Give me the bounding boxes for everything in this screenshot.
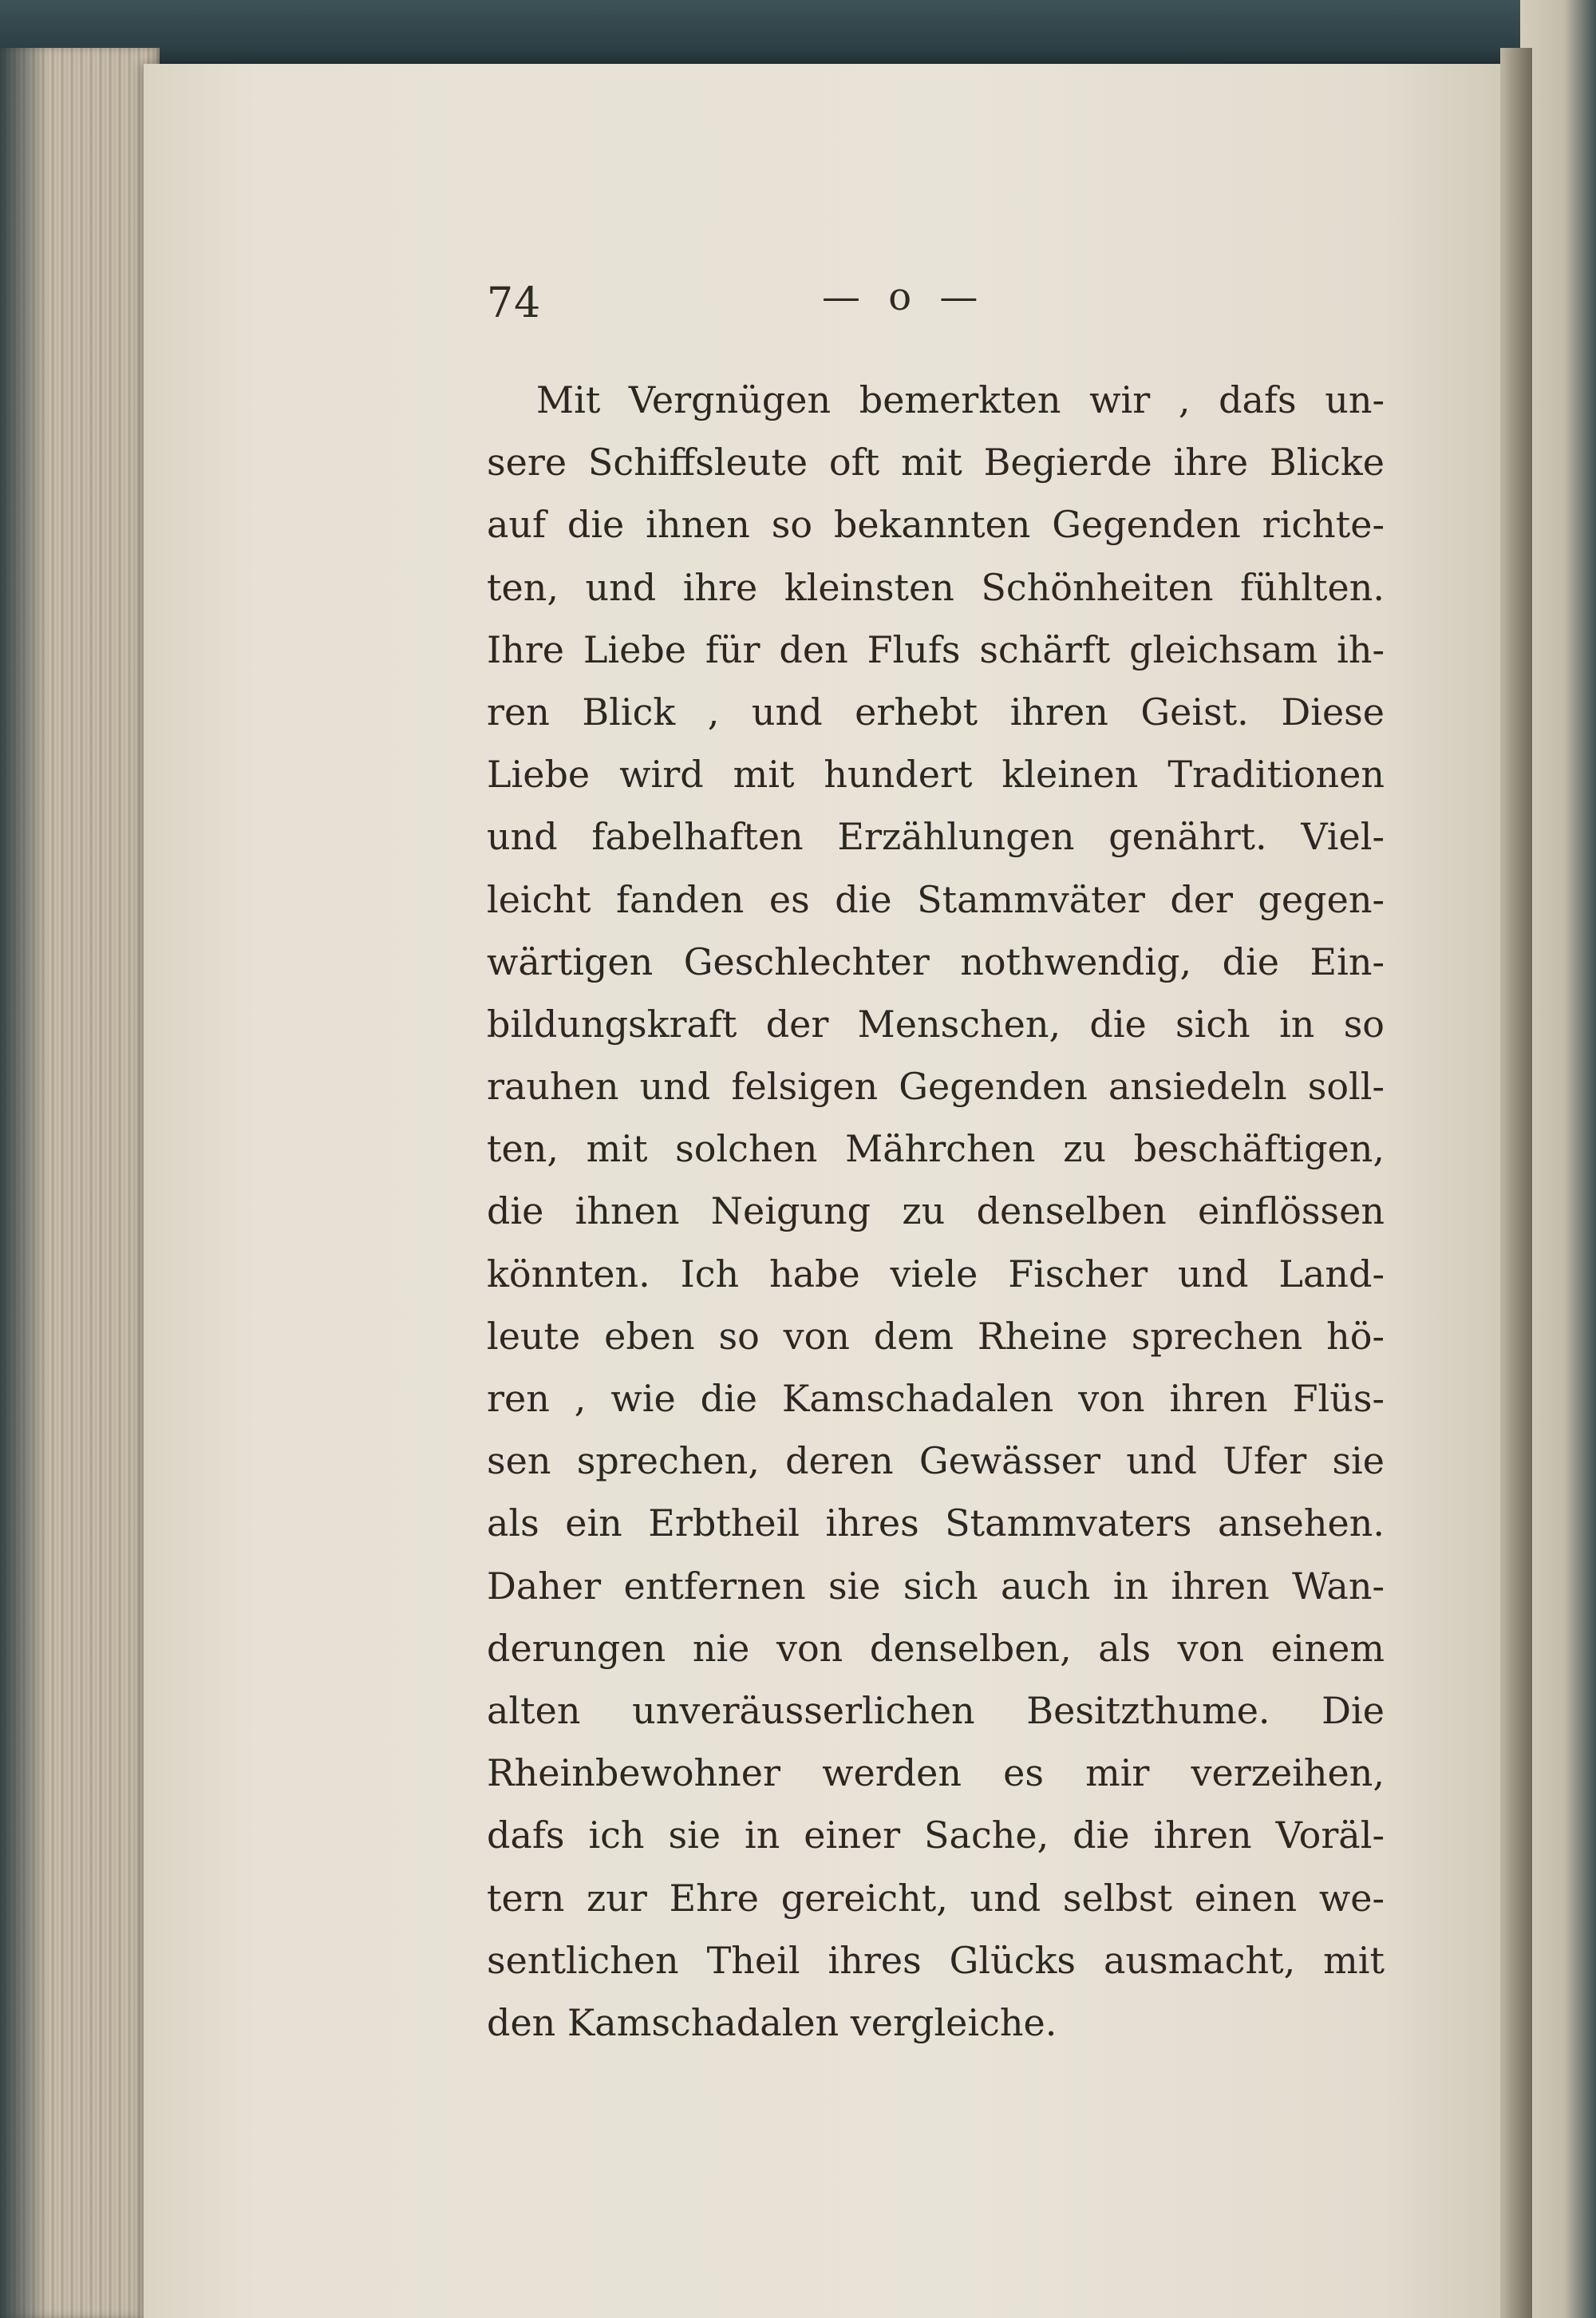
text-line: bildungskraft der Menschen, die sich in so	[487, 1002, 1385, 1046]
text-line: den Kamschadalen vergleiche.	[487, 2000, 1057, 2044]
text-line: leute eben so von dem Rheine sprechen hö-	[487, 1314, 1385, 1358]
text-line: ten, und ihre kleinsten Schönheiten fühlten.	[487, 565, 1385, 609]
text-line: ten, mit solchen Mährchen zu beschäftigen,	[487, 1127, 1385, 1171]
book-cover-top-edge	[0, 0, 1596, 72]
text-line: sentlichen Theil ihres Glücks ausmacht, mit	[487, 1938, 1385, 1982]
text-line: auf die ihnen so bekannten Gegenden richte-	[487, 503, 1385, 547]
text-line: sere Schiffsleute oft mit Begierde ihre Blicke	[487, 441, 1385, 485]
text-line: als ein Erbtheil ihres Stammvaters ansehen.	[487, 1501, 1385, 1545]
text-line: Liebe wird mit hundert kleinen Traditionen	[487, 753, 1385, 797]
text-line: Rheinbewohner werden es mir verzeihen,	[487, 1751, 1385, 1795]
text-line: ren Blick , und erhebt ihren Geist. Diese	[487, 690, 1385, 734]
text-line: sen sprechen, deren Gewässer und Ufer sie	[487, 1439, 1385, 1483]
cover-left-edge	[0, 48, 48, 2318]
book-gutter	[1500, 48, 1532, 2318]
text-line: wärtigen Geschlechter nothwendig, die Ein-	[487, 939, 1385, 983]
text-line: derungen nie von denselben, als von einem	[487, 1626, 1385, 1670]
text-line: tern zur Ehre gereicht, und selbst einen we-	[487, 1876, 1385, 1920]
text-line: Mit Vergnügen bemerkten wir , dafs un-	[536, 378, 1385, 421]
text-line: und fabelhaften Erzählungen genährt. Viel-	[487, 815, 1385, 859]
header-ornament: — o —	[822, 275, 986, 319]
page-number: 74	[487, 279, 542, 327]
running-head	[487, 275, 1381, 335]
text-line: ren , wie die Kamschadalen von ihren Flüs-	[487, 1377, 1385, 1420]
text-line: die ihnen Neigung zu denselben einflössen	[487, 1189, 1385, 1233]
text-line: leicht fanden es die Stammväter der gegen-	[487, 877, 1385, 921]
text-line: könnten. Ich habe viele Fischer und Land-	[487, 1252, 1385, 1295]
text-line: dafs ich sie in einer Sache, die ihren Voräl-	[487, 1814, 1385, 1857]
book-cover-right-edge	[1564, 0, 1596, 2318]
text-line: rauhen und felsigen Gegenden ansiedeln soll-	[487, 1065, 1385, 1109]
text-line: Daher entfernen sie sich auch in ihren Wan-	[487, 1564, 1385, 1608]
body-text	[487, 369, 1385, 2054]
text-line: Ihre Liebe für den Flufs schärft gleichsam ih-	[487, 627, 1385, 671]
text-line: alten unveräusserlichen Besitzthume. Die	[487, 1688, 1385, 1732]
